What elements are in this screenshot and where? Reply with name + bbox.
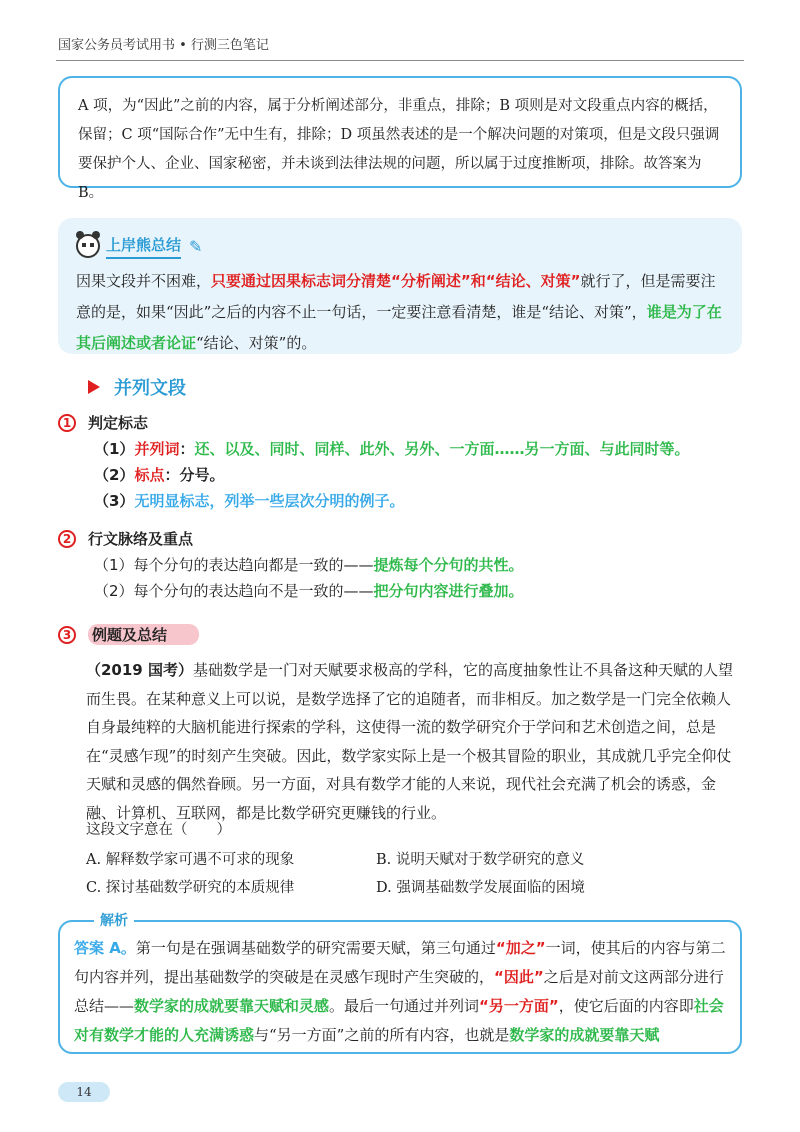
subsection-3-heading <box>58 624 199 645</box>
summary-panel <box>58 218 742 354</box>
bear-icon <box>76 234 100 258</box>
header-divider <box>56 60 744 61</box>
triangle-bullet-icon <box>88 380 100 394</box>
s2-item-1: （1）每个分句的表达趋向都是一致的——提炼每个分句的共性。 <box>94 556 524 574</box>
subsection-2-title: 行文脉络及重点 <box>88 530 194 548</box>
answer-label: 答案 A。 <box>74 939 136 957</box>
s1-item-1: （1）并列词：还、以及、同时、同样、此外、另外、一方面……另一方面、与此同时等。 <box>94 440 690 458</box>
summary-highlight-green: 谁是为了在其后阐述或者论证 <box>76 303 722 352</box>
section-heading <box>88 374 186 400</box>
option-d: D. 强调基础数学发展面临的困境 <box>376 880 585 896</box>
running-header: 国家公务员考试用书 • 行测三色笔记 <box>58 38 269 53</box>
summary-t5: “结论、对策”的。 <box>196 334 317 352</box>
page-number: 14 <box>58 1082 110 1102</box>
example-passage <box>86 656 742 827</box>
section-title: 并列文段 <box>114 378 186 399</box>
question-stem: 这段文字意在（ ） <box>86 822 231 838</box>
example-source-tag: （2019 国考） <box>86 661 193 679</box>
answer-box: 答案 A。第一句是在强调基础数学的研究需要天赋，第三句通过“加之”一词，使其后的内容与第二句内容并列，提出基础数学的突破是在灵感乍现时产生突破的，“因此”之后是对前文这两部分进行总结——数学家的成就要靠天赋和灵感。最后一句通过并列词“另一方面”，使它后面的内容即社会对有数学才能的人充满诱惑与“另一方面”之前的所有内容，也就是数学家的成就要靠天赋 <box>58 920 742 1054</box>
pen-icon: ✎ <box>189 236 203 256</box>
summary-text <box>76 266 724 359</box>
subsection-1-title: 判定标志 <box>88 414 149 432</box>
circled-number-icon: 3 <box>58 626 76 644</box>
summary-t1: 因果文段并不困难， <box>76 272 212 290</box>
example-text: 基础数学是一门对天赋要求极高的学科，它的高度抽象性让不具备这种天赋的人望而生畏。在某种意义上可以说，是数学选择了它的追随者，而非相反。加之数学是一门完全依赖人自身最纯粹的大脑机能进行探索的学科，这使得一流的数学研究介于学问和艺术创造之间，总是在“灵感乍现”的时刻产生突破。因此，数学家实际上是一个极其冒险的职业，其成就几乎完全仰仗天赋和灵感的偶然眷顾。另一方面，对具有数学才能的人来说，现代社会充满了机会的诱惑，金融、计算机、互联网，都是比数学研究更赚钱的行业。 <box>86 661 733 822</box>
subsection-2-heading <box>58 528 193 549</box>
circled-number-icon: 2 <box>58 530 76 548</box>
option-c: C. 探讨基础数学研究的本质规律 <box>86 880 295 896</box>
s2-item-2: （2）每个分句的表达趋向不是一致的——把分句内容进行叠加。 <box>94 582 524 600</box>
explanation-box <box>58 76 742 201</box>
explanation-text: A 项，为“因此”之前的内容，属于分析阐述部分，非重点，排除；B 项则是对文段重点内容的概括，保留；C 项“国际合作”无中生有，排除；D 项虽然表述的是一个解决问题的对策项，但是文段只强调要保护个人、企业、国家秘密，并未谈到法律法规的问题，所以属于过度推断项，排除。故答案为 B。 <box>78 98 720 201</box>
s1-item-2: （2）标点：分号。 <box>94 466 225 484</box>
s1-item-3: （3）无明显标志，列举一些层次分明的例子。 <box>94 492 405 510</box>
analysis-tag: 解析 <box>94 910 134 930</box>
summary-label: 上岸熊总结 <box>106 234 181 259</box>
subsection-1-heading <box>58 412 148 433</box>
option-a: A. 解释数学家可遇不可求的现象 <box>86 852 295 868</box>
subsection-3-title: 例题及总结 <box>88 624 199 645</box>
summary-t3: 就行了，但是需要注意的是，如果“因此”之后的内容不止一句话，一定要注意看清楚，谁是“结论、对策”， <box>76 272 716 321</box>
option-b: B. 说明天赋对于数学研究的意义 <box>376 852 585 868</box>
summary-title <box>76 228 724 264</box>
summary-highlight-red: 只要通过因果标志词分清楚“分析阐述”和“结论、对策” <box>211 272 581 290</box>
circled-number-icon: 1 <box>58 414 76 432</box>
